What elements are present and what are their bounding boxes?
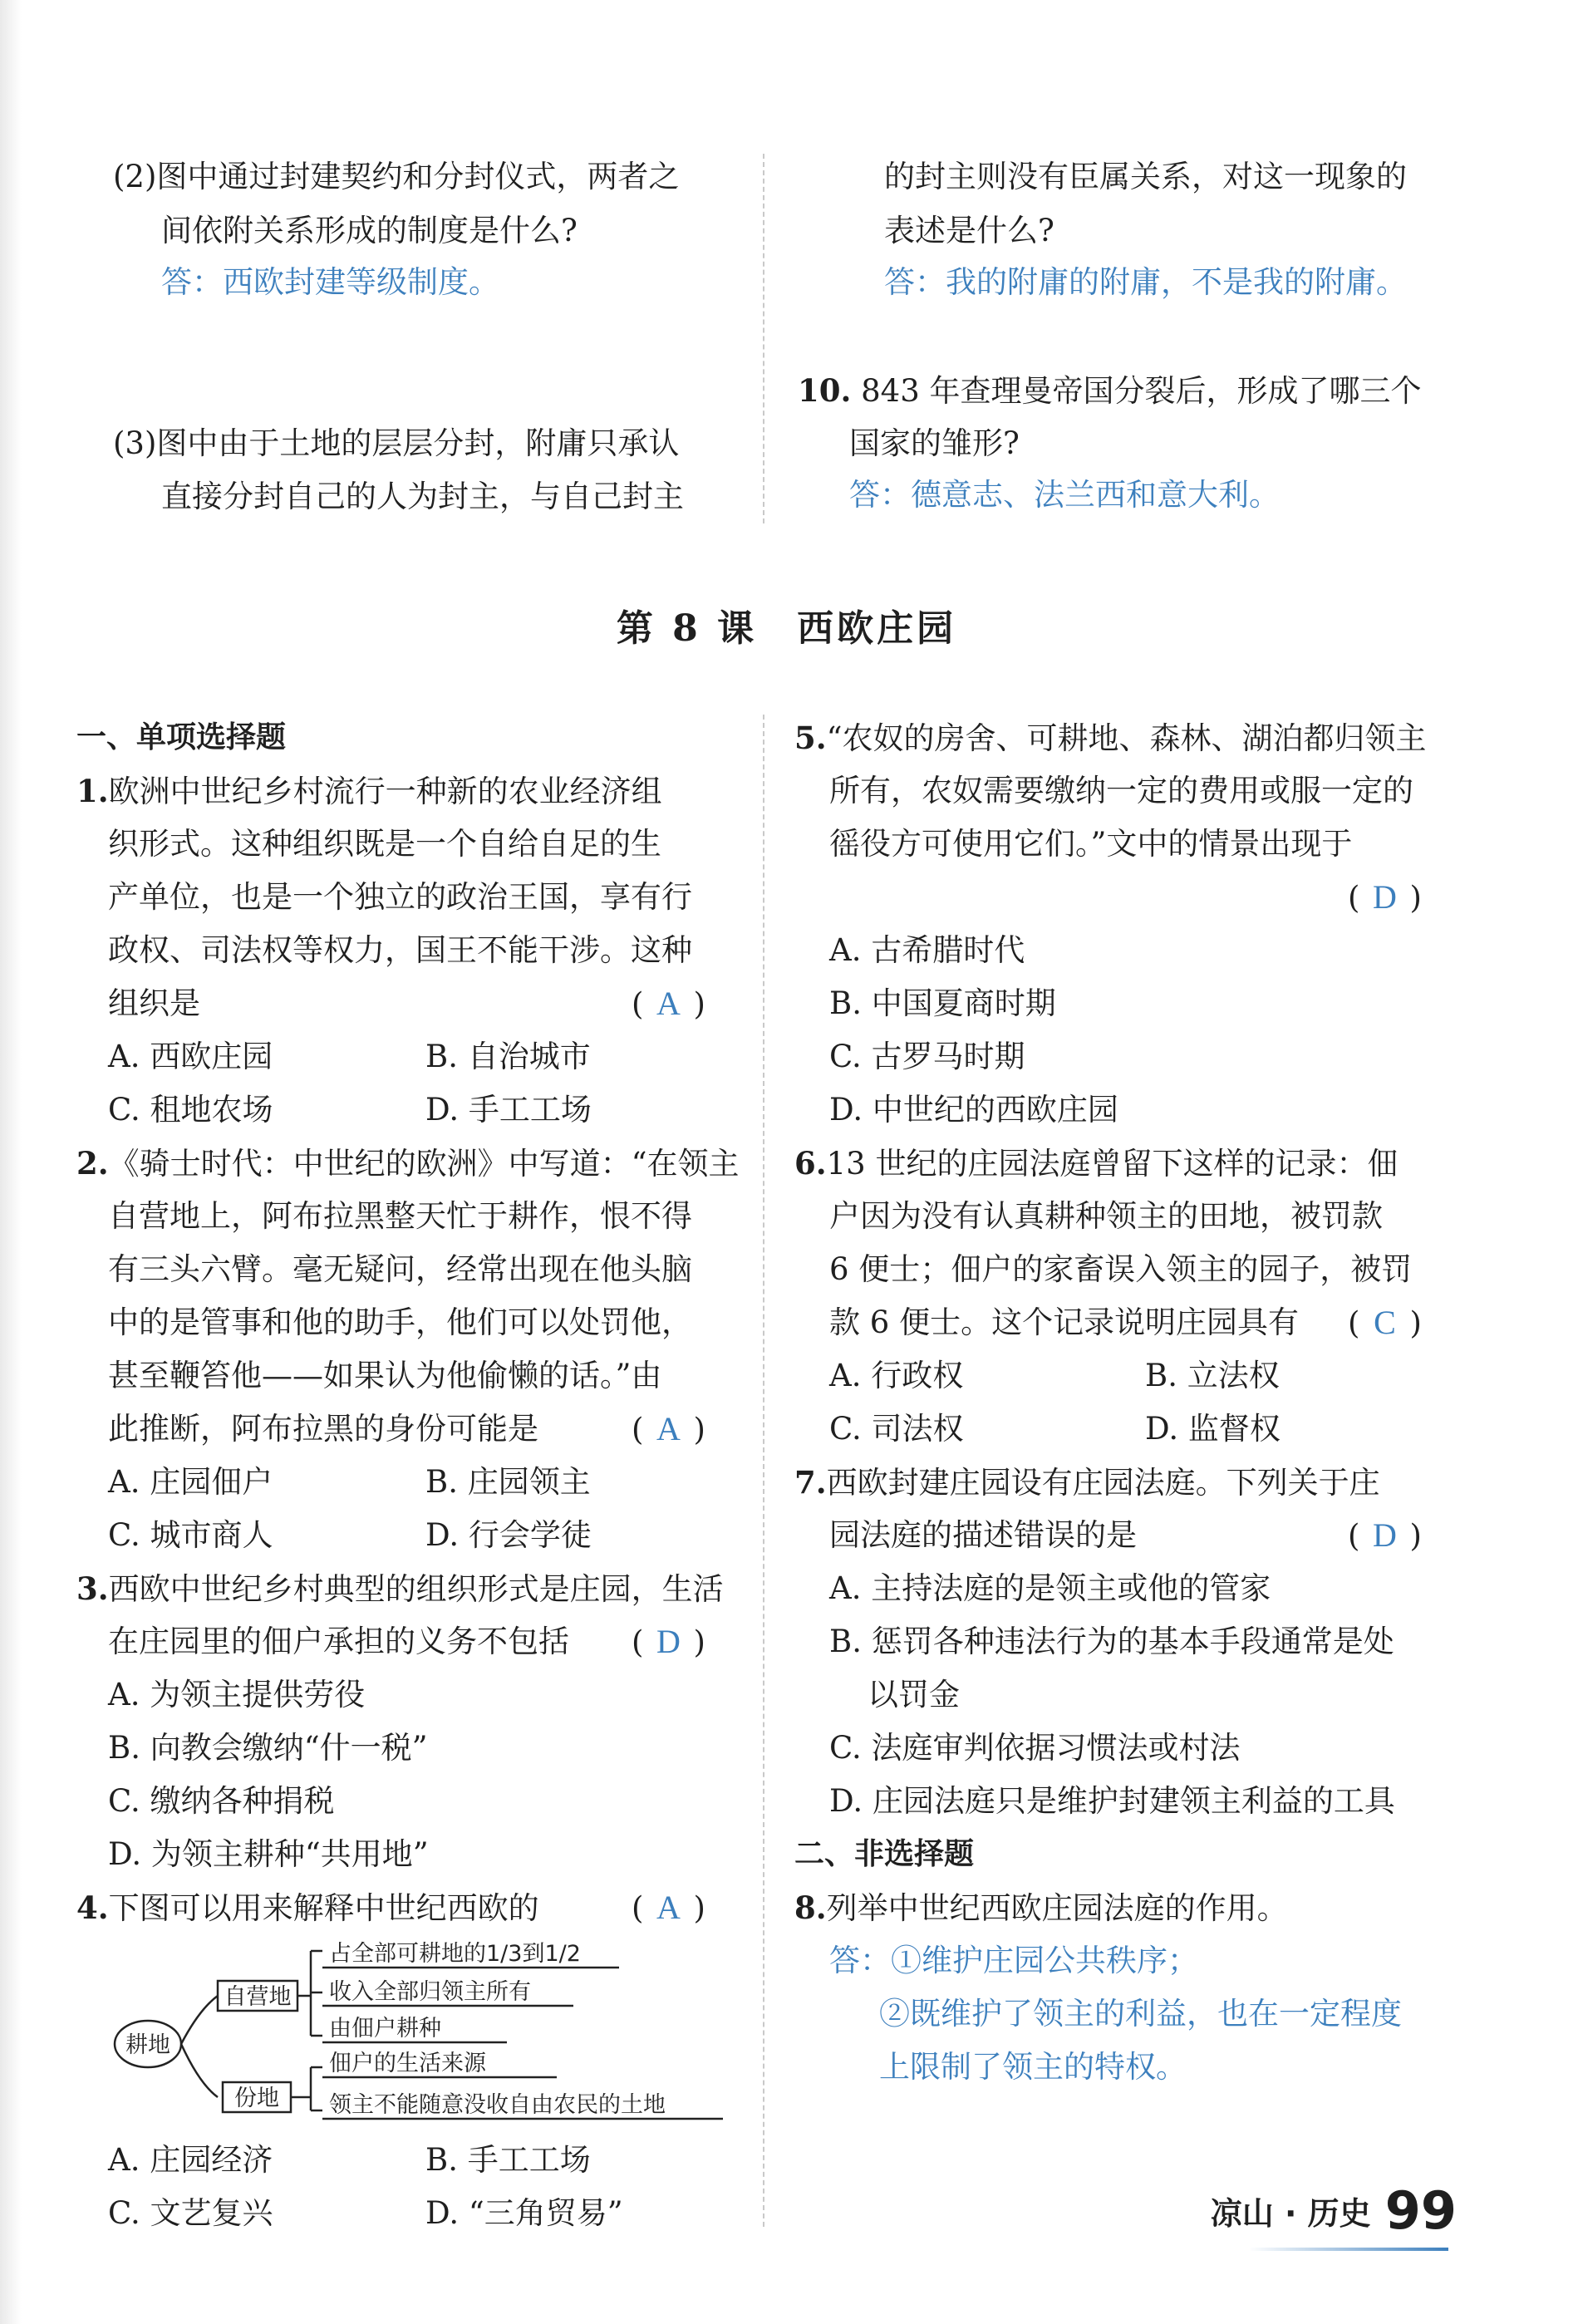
q2-option-a: A. 庄园佃户 [108,1464,273,1500]
q7-option-b-continued: 以罚金 [868,1677,960,1712]
q5-option-d: D. 中世纪的西欧庄园 [829,1092,1118,1128]
diagram-root-label: 耕地 [125,2032,170,2058]
q7-text-line: 园法庭的描述错误的是 [829,1517,1137,1553]
q4-text: 下图可以用来解释中世纪西欧的 [108,1890,539,1926]
q2-option-b: B. 庄园领主 [425,1464,591,1500]
q4-option-c: C. 文艺复兴 [108,2195,273,2231]
page-number: 99 [1384,2180,1457,2241]
q5-text-line: 徭役方可使用它们。”文中的情景出现于 [829,826,1353,862]
q3-text: 西欧中世纪乡村典型的组织形式是庄园，生活 [108,1571,724,1607]
footer-label: 凉山 · 历史 [1210,2195,1371,2232]
q6-answer-bracket: ( C ) [1348,1296,1422,1350]
q7-number: 7. [794,1464,827,1501]
q2-text-line [76,1137,740,1191]
q2-text: 《骑士时代：中世纪的欧洲》中写道：“在领主 [108,1146,740,1182]
q10-text-line: 国家的雏形? [849,425,1020,461]
diagram-bracket [291,2067,322,2110]
section-heading-non-choice: 二、非选择题 [794,1837,975,1871]
q5-number: 5. [794,720,827,756]
q6-option-d: D. 监督权 [1145,1411,1281,1447]
q6-answer: C [1374,1304,1396,1341]
q2-text-line: 中的是管事和他的助手，他们可以处罚他， [108,1304,692,1340]
q2-answer-bracket: ( A ) [632,1403,705,1457]
q3-number: 3. [76,1570,109,1607]
q3-option-c: C. 缴纳各种捐税 [108,1783,335,1819]
q3-text-line [76,1562,724,1616]
q4-answer: A [656,1889,681,1926]
diagram-connector [181,2044,218,2097]
diagram-item-label: 佃户的生活来源 [329,2051,486,2076]
q8-answer-line: ②既维护了领主的利益，也在一定程度 [879,1996,1402,2032]
q4-answer-bracket: ( A ) [632,1881,705,1935]
q6-option-b: B. 立法权 [1145,1358,1280,1393]
q7-option-d: D. 庄园法庭只是维护封建领主利益的工具 [829,1783,1395,1819]
q4-text-line [76,1881,539,1935]
diagram-bracket [297,1951,311,2036]
q5-option-c: C. 古罗马时期 [829,1039,1025,1074]
q5-answer: D [1372,878,1397,916]
diagram-item-label: 占全部可耕地的1/3到1/2 [329,1941,581,1967]
q1-option-a: A. 西欧庄园 [108,1039,273,1074]
diagram-item-label: 领主不能随意没收自由农民的土地 [329,2092,666,2118]
q10-number: 10. [798,372,852,409]
q2-text-line: 有三头六臂。毫无疑问，经常出现在他头脑 [108,1251,692,1287]
q7-option-a: A. 主持法庭的是领主或他的管家 [829,1570,1271,1606]
q4-option-a: A. 庄园经济 [108,2142,273,2178]
q2-text-line: 自营地上，阿布拉黑整天忙于耕作，恨不得 [108,1198,692,1234]
q2-text-line: 甚至鞭笞他——如果认为他偷懒的话。”由 [108,1358,662,1393]
q3-text-line: 表述是什么? [884,213,1054,248]
q4-number: 4. [76,1889,109,1926]
q1-answer-bracket: ( A ) [632,977,705,1031]
q1-text-line: 组织是 [108,985,200,1021]
q1-option-d: D. 手工工场 [425,1092,592,1128]
q3-answer: 答：我的附庸的附庸，不是我的附庸。 [884,264,1407,300]
column-divider [763,154,764,523]
diagram-branch-label: 份地 [234,2086,279,2111]
q3-option-a: A. 为领主提供劳役 [108,1677,366,1712]
q10-text: 843 年查理曼帝国分裂后，形成了哪三个 [861,373,1422,409]
q4-option-d: D. “三角贸易” [425,2195,623,2231]
q3-option-b: B. 向教会缴纳“什一税” [108,1730,428,1766]
q8-text: 列举中世纪西欧庄园法庭的作用。 [826,1890,1288,1926]
q5-text-line [794,711,1427,765]
q10-answer: 答：德意志、法兰西和意大利。 [849,477,1280,513]
q6-text: 13 世纪的庄园法庭曾留下这样的记录：佃 [826,1146,1398,1182]
q1-number: 1. [76,773,109,809]
q3-text-line: (3)图中由于土地的层层分封，附庸只承认 [113,425,680,461]
q2-text-line: 间依附关系形成的制度是什么? [161,213,578,248]
q5-option-a: A. 古希腊时代 [829,932,1025,968]
page-binding-shadow [0,0,22,2324]
q7-text-line [794,1456,1380,1510]
q1-text-line [76,764,662,818]
q5-text: “农奴的房舍、可耕地、森林、湖泊都归领主 [826,720,1427,756]
lesson-title: 第 8 课 西欧庄园 [616,607,957,650]
q6-text-line: 款 6 便士。这个记录说明庄园具有 [829,1304,1300,1340]
q3-text-line: 在庄园里的佃户承担的义务不包括 [108,1624,569,1659]
q2-option-c: C. 城市商人 [108,1517,273,1553]
q1-option-b: B. 自治城市 [425,1039,591,1074]
column-divider [763,715,764,2227]
q7-answer: D [1372,1516,1397,1554]
q6-option-a: A. 行政权 [829,1358,964,1393]
diagram-branch-label: 自营地 [224,1984,292,2010]
q1-text-line: 织形式。这种组织既是一个自给自足的生 [108,826,661,862]
q6-text-line [794,1137,1398,1191]
q3-text-line: 的封主则没有臣属关系，对这一现象的 [884,159,1407,194]
q3-text-line: 直接分封自己的人为封主，与自己封主 [161,479,684,514]
q6-option-c: C. 司法权 [829,1411,964,1447]
q10-text-line [798,364,1422,418]
diagram-item-label: 收入全部归领主所有 [329,1979,531,2005]
q1-text-line: 政权、司法权等权力，国王不能干涉。这种 [108,932,692,968]
section-heading-choice: 一、单项选择题 [76,720,287,754]
diagram-bracket [311,1951,322,2036]
q6-number: 6. [794,1145,827,1182]
q5-option-b: B. 中国夏商时期 [829,985,1056,1021]
q1-answer: A [656,985,681,1022]
q8-answer-line: 上限制了领主的特权。 [879,2049,1187,2085]
q2-number: 2. [76,1145,109,1182]
q7-text: 西欧封建庄园设有庄园法庭。下列关于庄 [826,1465,1380,1501]
manor-land-diagram [108,1934,740,2134]
q2-option-d: D. 行会学徒 [425,1517,592,1553]
q5-answer-bracket: ( D ) [1348,871,1422,925]
page-footer [1211,2180,1457,2241]
diagram-item-label: 由佃户耕种 [329,2016,441,2041]
q7-option-b: B. 惩罚各种违法行为的基本手段通常是处 [829,1624,1394,1659]
q8-answer-line: 答：①维护庄园公共秩序； [829,1943,1198,1978]
q8-number: 8. [794,1889,827,1926]
q6-text-line: 6 便士；佃户的家畜误入领主的园子，被罚 [829,1251,1413,1287]
q7-answer-bracket: ( D ) [1348,1509,1422,1563]
q1-text-line: 产单位，也是一个独立的政治王国，享有行 [108,879,692,915]
q2-answer: A [656,1410,681,1447]
q1-option-c: C. 租地农场 [108,1092,273,1128]
footer-rule [1249,2248,1448,2251]
q7-option-c: C. 法庭审判依据习惯法或村法 [829,1730,1241,1766]
q3-option-d: D. 为领主耕种“共用地” [108,1836,429,1872]
q4-option-b: B. 手工工场 [425,2142,591,2178]
q2-answer: 答：西欧封建等级制度。 [161,264,499,300]
q5-text-line: 所有，农奴需要缴纳一定的费用或服一定的 [829,773,1413,808]
q3-answer: D [656,1623,681,1660]
q3-answer-bracket: ( D ) [632,1615,705,1669]
q1-text: 欧洲中世纪乡村流行一种新的农业经济组 [108,774,662,809]
q2-text-line: 此推断，阿布拉黑的身份可能是 [108,1411,538,1447]
q2-text-line: (2)图中通过封建契约和分封仪式，两者之 [113,159,680,194]
diagram-connector [181,1996,218,2044]
q6-text-line: 户因为没有认真耕种领主的田地，被罚款 [829,1198,1383,1234]
q8-text-line [794,1881,1288,1935]
